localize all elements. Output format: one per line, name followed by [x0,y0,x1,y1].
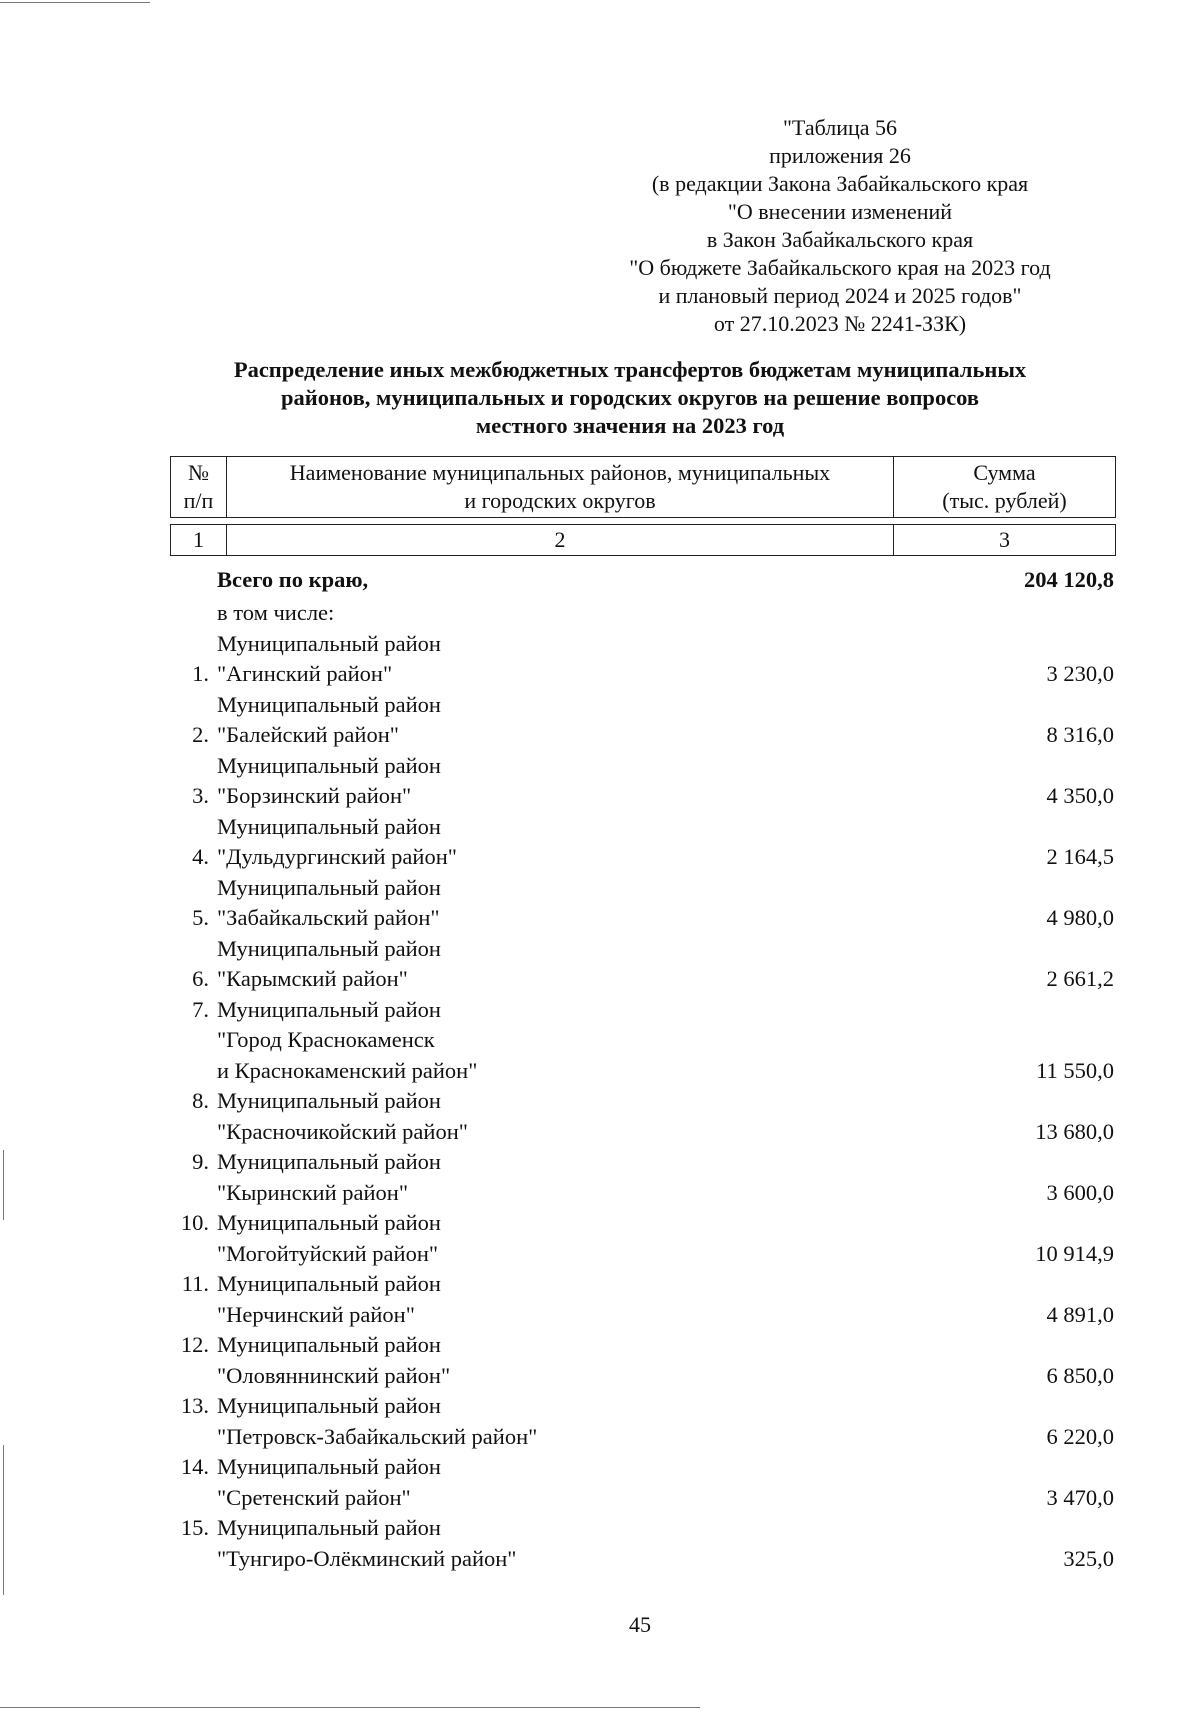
table-row [170,629,1116,690]
row-amount: 8 316,0 [1046,722,1114,747]
row-number: 2. [192,722,209,747]
row-name: Муниципальный район "Тунгиро-Олёкминский район" [217,1515,517,1571]
total-row [170,562,1116,598]
table-row [170,812,1116,873]
row-amount: 3 230,0 [1046,661,1114,686]
total-amount: 204 120,8 [1024,566,1114,592]
table-row [170,873,1116,934]
title-line: местного значения на 2023 год [475,413,785,438]
table-row [170,1086,1116,1147]
row-amount: 3 600,0 [1046,1179,1114,1205]
row-number: 15. [180,1515,209,1540]
row-name: Муниципальный район "Дульдургинский район" [217,813,457,869]
header-line: (в редакции Закона Забайкальского края [651,171,1029,196]
row-amount: 4 350,0 [1046,783,1114,808]
scan-artifact-left [3,1150,4,1220]
row-amount: 4 980,0 [1046,905,1114,930]
header-line: "О внесении изменений [727,199,953,224]
total-label: Всего по краю, [217,566,369,592]
row-name: Муниципальный район "Забайкальский район" [217,874,441,930]
row-number: 13. [180,1393,209,1418]
table-row [170,751,1116,812]
column-number-row [170,524,1116,556]
row-name: Муниципальный район "Сретенский район" [217,1454,441,1510]
row-number: 4. [192,844,209,869]
row-name: Муниципальный район "Оловяннинский район" [217,1332,451,1388]
row-amount: 4 891,0 [1046,1301,1114,1327]
header-line: "О бюджете Забайкальского края на 2023 год [629,255,1051,280]
row-name: Муниципальный район "Борзинский район" [217,752,441,808]
row-name: Муниципальный район "Петровск-Забайкальский район" [217,1393,538,1449]
row-amount: 13 680,0 [1035,1118,1114,1144]
table-row [170,1269,1116,1330]
row-number: 7. [192,996,209,1022]
row-name: Муниципальный район "Карымский район" [217,935,441,991]
title-line: районов, муниципальных и городских округов на решение вопросов [280,385,980,410]
header-line: от 27.10.2023 № 2241-ЗЗК) [713,311,967,336]
row-name: Муниципальный район "Агинский район" [217,630,441,686]
table-row [170,1330,1116,1391]
row-amount: 325,0 [1063,1545,1114,1571]
row-number: 6. [192,966,209,991]
row-number: 9. [192,1149,209,1174]
header-line: и плановый период 2024 и 2025 годов" [658,283,1022,308]
row-number: 8. [192,1088,209,1113]
header-cell-name: Наименование муниципальных районов, муниципальных и городских округов [227,457,894,518]
table-row [170,995,1116,1087]
row-amount: 6 220,0 [1046,1423,1114,1449]
row-name: Муниципальный район "Могойтуйский район" [217,1210,441,1266]
row-amount: 2 164,5 [1046,844,1114,869]
header-line: приложения 26 [769,143,911,168]
row-name: Муниципальный район "Кыринский район" [217,1149,441,1205]
column-number: 3 [894,525,1116,556]
header-cell-amount: Сумма (тыс. рублей) [894,457,1116,518]
row-number: 5. [192,905,209,930]
table-body [170,562,1116,1574]
row-number: 12. [180,1332,209,1357]
page-number: 45 [629,1612,651,1637]
row-amount: 10 914,9 [1035,1240,1114,1266]
row-amount: 11 550,0 [1036,1057,1114,1083]
title-line: Распределение иных межбюджетных трансфертов бюджетам муниципальных [233,357,1027,382]
table-row [170,1147,1116,1208]
sub-label-row [170,598,1116,629]
table-header [170,456,1116,518]
row-number: 1. [192,661,209,686]
table-row [170,690,1116,751]
row-number: 3. [192,783,209,808]
scan-artifact-bottom [0,1707,700,1708]
row-name: Муниципальный район "Балейский район" [217,691,441,747]
appendix-header [560,114,1120,338]
document-title [150,356,1110,440]
sub-label: в том числе: [217,600,335,625]
table-row [170,1513,1116,1574]
table-row [170,1391,1116,1452]
table-row [170,934,1116,995]
row-amount: 3 470,0 [1046,1484,1114,1510]
row-name: Муниципальный район "Нерчинский район" [217,1271,441,1327]
header-line: "Таблица 56 [782,115,898,140]
column-number: 1 [171,525,227,556]
header-cell-number: № п/п [171,457,227,518]
row-number: 11. [181,1271,209,1296]
column-number: 2 [227,525,894,556]
row-number: 10. [180,1210,209,1235]
row-number: 14. [180,1454,209,1479]
scan-artifact-left-lower [3,1445,4,1595]
row-amount: 6 850,0 [1046,1362,1114,1388]
row-name: Муниципальный район "Город Краснокаменск и Краснокаменский район" [217,996,478,1083]
row-amount: 2 661,2 [1046,966,1114,991]
header-line: в Закон Забайкальского края [706,227,974,252]
row-name: Муниципальный район "Красночикойский район" [217,1088,468,1144]
table-row [170,1452,1116,1513]
table-row [170,1208,1116,1269]
scan-artifact-top [0,2,150,3]
